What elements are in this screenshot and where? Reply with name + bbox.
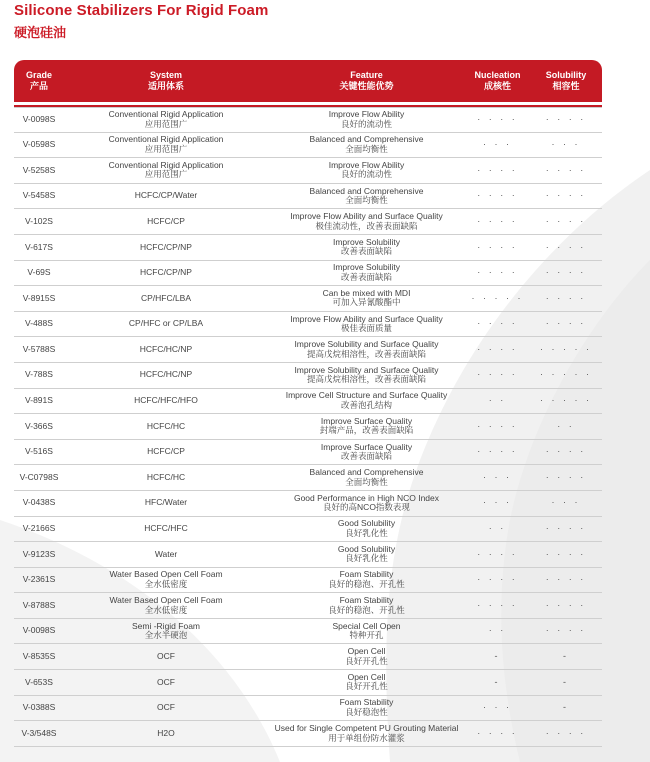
cell-feature: Can be mixed with MDI 可加入异氰酸酯中 [322,287,411,308]
table-row [14,261,602,287]
cell-system: HCFC/CP/Water [134,190,198,201]
cell-system: Water Based Open Cell Foam 全水低密度 [109,569,223,589]
cell-feature: Improve Flow Ability and Surface Quality 极佳流动性，改善表面缺陷 [290,211,443,231]
cell-nucleation: · · · · [477,420,518,431]
cell-grade: V-0598S [22,139,56,150]
cell-solubility: · · [557,420,575,431]
cell-system: HCFC/CP [147,446,185,457]
table-row [14,389,602,415]
cell-system: CP/HFC/LBA [140,292,192,303]
cell-system: OCF [157,702,175,713]
cell-grade: V-0098S [22,625,56,636]
cell-solubility: · · · · [545,114,587,125]
cell-feature: Improve Flow Ability 良好的流动性 [328,159,405,180]
cell-system: HCFC/CP/NP [140,241,192,252]
cell-system: Water [154,548,178,559]
cell-nucleation: · · · [483,471,512,482]
cell-nucleation: · · · · [477,446,518,457]
cell-feature: Improve Solubility 改善表面缺陷 [332,236,401,257]
cell-nucleation: · · [488,395,507,406]
table-row [14,312,602,338]
cell-solubility: · · · · [545,574,587,585]
cell-system: OCF [157,676,175,687]
cell-system: CP/HFC or CP/LBA [128,318,204,329]
cell-feature: Foam Stability 良好的稳泡、开孔性 [328,595,405,615]
cell-nucleation: · · · · [477,190,518,201]
cell-grade: V-617S [25,241,53,252]
cell-feature: Good Solubility 良好乳化性 [337,543,396,564]
table-row [14,517,602,543]
cell-solubility: · · · · [545,446,587,457]
cell-feature: Balanced and Comprehensive 全面均衡性 [309,185,424,206]
cell-nucleation: · · · · [477,369,518,380]
cell-nucleation: · · · · [477,599,518,610]
cell-nucleation: · · · · [477,727,518,738]
cell-feature: Good Performance in High NCO Index 良好的高NCO指数表现 [293,492,440,513]
table-row [14,542,602,568]
table-row [14,286,602,312]
cell-grade: V-8788S [22,599,56,610]
cell-solubility: · · · · [545,599,587,610]
cell-solubility: - [563,702,569,713]
cell-nucleation: · · · · [477,318,518,329]
cell-grade: V-5788S [22,343,56,354]
table-row [14,670,602,696]
cell-solubility: - [563,676,569,687]
cell-system: Conventional Rigid Application 应用范围广 [108,109,224,129]
cell-nucleation: · · · · [477,267,518,278]
cell-nucleation: · · · · · [471,292,524,303]
cell-grade: V-0388S [22,702,56,713]
cell-solubility: - [563,651,569,662]
cell-grade: V-0098S [22,114,56,125]
cell-feature: Improve Solubility and Surface Quality 提高戊烷相溶性，改善表面缺陷 [294,339,439,359]
table-row [14,619,602,645]
cell-solubility: · · · · [545,190,587,201]
cell-feature: Foam Stability 良好稳泡性 [339,697,394,717]
cell-system: H2O [157,727,175,738]
title-chinese: 硬泡硅油 [14,25,67,40]
table-row [14,465,602,491]
cell-nucleation: · · · [483,497,512,508]
cell-grade: V-653S [25,676,53,687]
cell-feature: Used for Single Competent PU Grouting Material 用于单组份防水灌浆 [274,723,459,743]
cell-solubility: · · · · [545,215,587,226]
cell-nucleation: · · · · [477,164,518,175]
cell-nucleation: · · · · [477,114,518,125]
cell-grade: V-102S [25,215,53,226]
cell-solubility: · · · · · [540,343,592,354]
product-table [14,60,602,747]
cell-grade: V-3/548S [21,727,57,738]
cell-solubility: · · · · [545,625,587,636]
table-row [14,184,602,210]
table-row [14,414,602,440]
cell-grade: V-488S [25,318,53,329]
cell-solubility: · · · · [545,548,587,559]
cell-system: HCFC/HFC/HFO [134,395,198,406]
cell-grade: V-0438S [22,497,56,508]
cell-solubility: · · · · [545,318,587,329]
cell-solubility: · · · · [545,523,587,534]
header-nucleation: Nucleation 成核性 [474,70,521,91]
table-row [14,107,602,133]
cell-nucleation: · · · · [477,241,518,252]
cell-nucleation: · · · · [477,574,518,585]
cell-feature: Good Solubility 良好乳化性 [337,518,396,538]
cell-nucleation: · · · [483,139,512,150]
cell-grade: V-2361S [22,574,56,585]
cell-feature: Improve Solubility and Surface Quality 提高戊烷相溶性，改善表面缺陷 [294,364,439,385]
table-row [14,133,602,159]
cell-solubility: · · · · [545,292,587,303]
cell-grade: V-5458S [22,190,56,201]
cell-system: Conventional Rigid Application 应用范围广 [108,159,224,180]
cell-nucleation: - [494,676,501,687]
cell-feature: Improve Cell Structure and Surface Quality 改善泡孔结构 [285,390,448,410]
cell-solubility: · · · · · [540,369,592,380]
cell-nucleation: - [494,651,501,662]
cell-system: Water Based Open Cell Foam 全水低密度 [109,595,223,615]
cell-grade: V-C0798S [19,471,59,482]
table-header [14,60,602,102]
cell-system: Semi -Rigid Foam 全水半硬泡 [131,620,201,641]
cell-grade: V-69S [27,267,51,278]
cell-feature: Improve Surface Quality 封端产品，改善表面缺陷 [319,415,414,436]
cell-solubility: · · · · [545,727,587,738]
cell-nucleation: · · · · [477,215,518,226]
cell-grade: V-8535S [22,651,56,662]
cell-grade: V-891S [25,395,53,406]
cell-system: HCFC/HFC [144,523,188,534]
table-row [14,337,602,363]
cell-feature: Balanced and Comprehensive 全面均衡性 [309,467,424,487]
cell-grade: V-2166S [22,523,56,534]
table-body [14,107,602,747]
cell-nucleation: · · [488,523,507,534]
cell-feature: Improve Surface Quality 改善表面缺陷 [320,441,413,462]
cell-solubility: · · · · [545,471,587,482]
cell-feature: Open Cell 良好开孔性 [345,671,388,692]
cell-grade: V-788S [25,369,53,380]
cell-feature: Improve Flow Ability 良好的流动性 [328,109,405,129]
cell-nucleation: · · · [483,702,512,713]
cell-solubility: · · · · [545,267,587,278]
header-grade: Grade 产品 [25,70,52,91]
table-row [14,363,602,389]
header-feature: Feature 关键性能优势 [339,70,394,91]
cell-feature: Improve Flow Ability and Surface Quality 极佳表面质量 [290,313,443,334]
cell-system: HCFC/HC/NP [139,343,193,354]
cell-nucleation: · · [488,625,507,636]
cell-nucleation: · · · · [477,548,518,559]
table-row [14,696,602,722]
table-row [14,568,602,594]
cell-feature: Balanced and Comprehensive 全面均衡性 [309,134,424,154]
table-row [14,440,602,466]
cell-system: Conventional Rigid Application 应用范围广 [108,134,224,154]
table-row [14,721,602,747]
cell-solubility: · · · · [545,164,587,175]
cell-system: HCFC/CP [147,215,185,226]
cell-system: HCFC/CP/NP [140,267,192,278]
cell-nucleation: · · · · [477,343,518,354]
table-row [14,158,602,184]
header-solubility: Solubility 相容性 [545,70,587,91]
cell-feature: Open Cell 良好开孔性 [345,646,388,666]
cell-grade: V-9123S [22,548,56,559]
cell-system: OCF [157,651,175,662]
cell-feature: Special Cell Open 特种开孔 [332,620,401,641]
cell-system: HFC/Water [144,497,188,508]
cell-solubility: · · · [551,139,581,150]
title-english: Silicone Stabilizers For Rigid Foam [14,2,269,19]
cell-grade: V-5258S [22,164,56,175]
cell-feature: Improve Solubility 改善表面缺陷 [332,262,401,282]
cell-solubility: · · · · · [540,395,592,406]
cell-solubility: · · · · [545,241,587,252]
cell-grade: V-366S [25,420,53,431]
table-row [14,491,602,517]
cell-system: HCFC/HC [146,420,186,431]
table-row [14,209,602,235]
table-row [14,235,602,261]
header-system: System 适用体系 [147,70,184,91]
cell-system: HCFC/HC/NP [139,369,193,380]
table-row [14,593,602,619]
table-row [14,644,602,670]
cell-grade: V-8915S [22,292,56,303]
cell-solubility: · · · [551,497,581,508]
cell-feature: Foam Stability 良好的稳泡、开孔性 [328,569,405,589]
cell-system: HCFC/HC [146,471,186,482]
cell-grade: V-516S [25,446,53,457]
